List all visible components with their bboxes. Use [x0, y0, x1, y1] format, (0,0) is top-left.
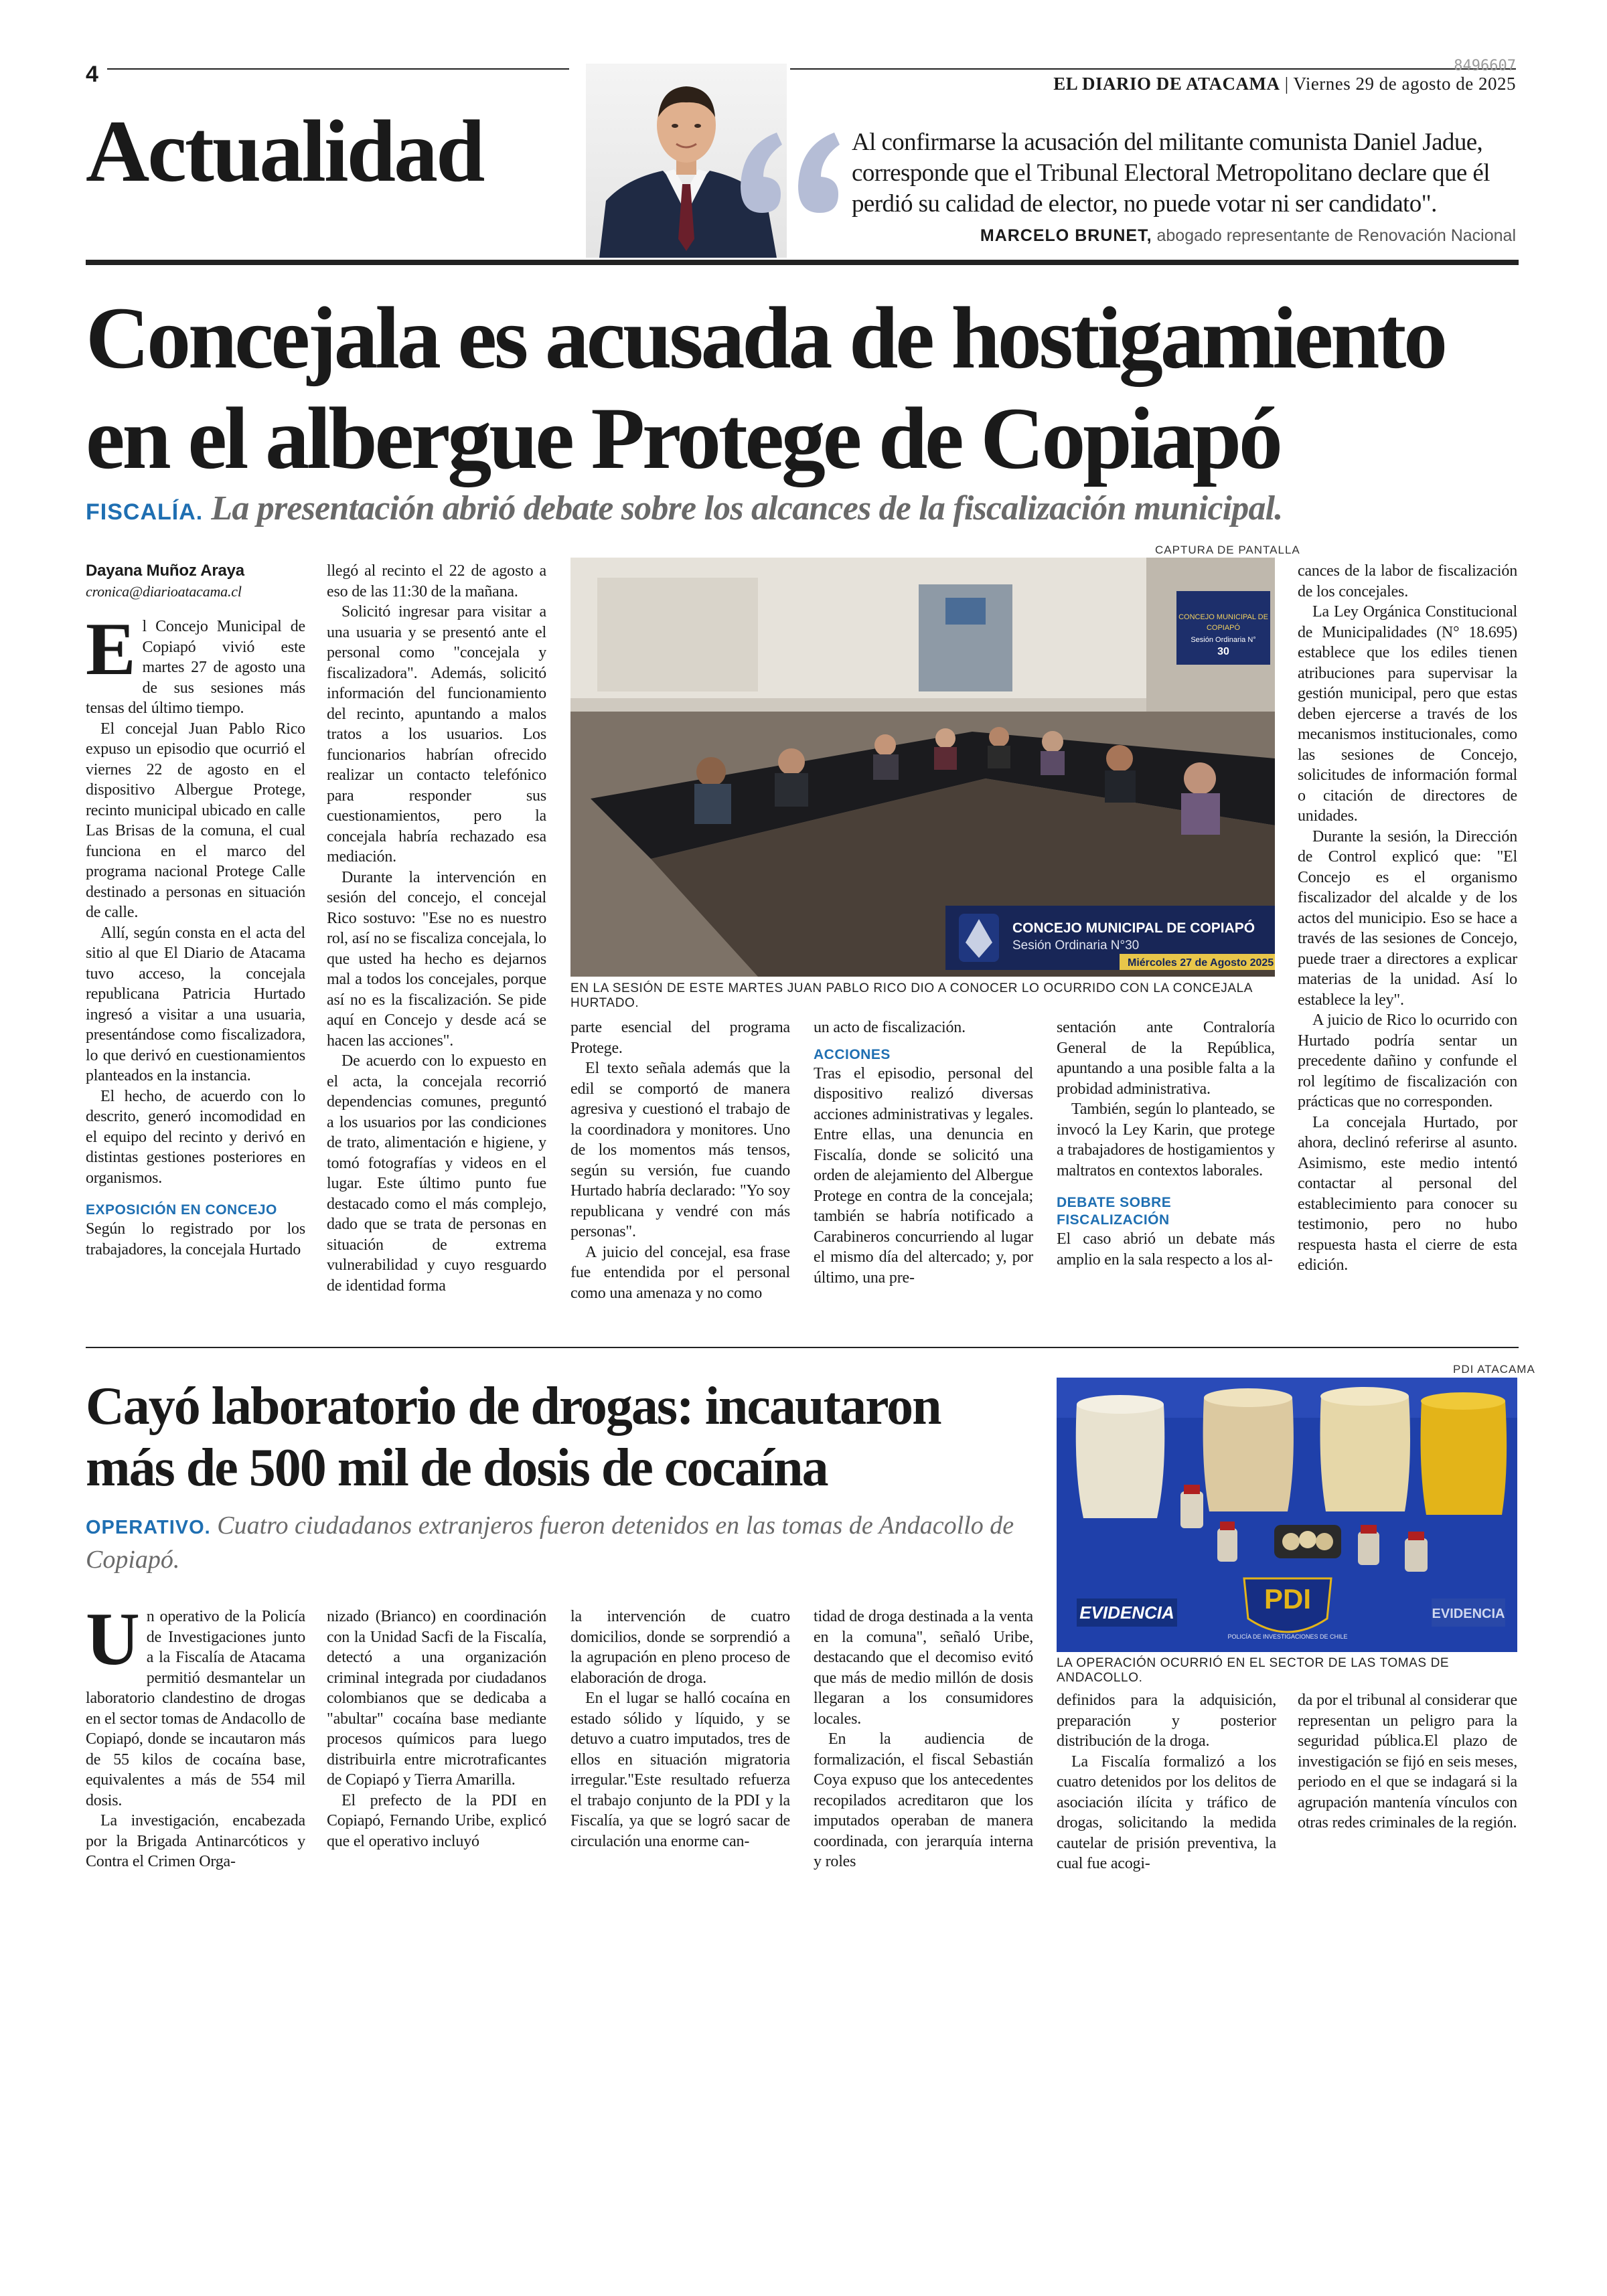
- photo1-caption: EN LA SESIÓN DE ESTE MARTES JUAN PABLO RICO DIO A CONOCER LO OCURRIDO CON LA CONCEJALA HURTADO.: [570, 981, 1253, 1010]
- screen-line-4: 30: [1217, 646, 1229, 657]
- document-id: 8496607: [1454, 58, 1516, 74]
- subheading: ACCIONES: [814, 1046, 891, 1062]
- paragraph: nizado (Brianco) en coordinación con la Unidad Sacfi de la Fiscalía, detectó a una organización criminal integrada por ciudadanos colombianos que se dedicaba a "abultar" cocaína base mediante procesos químicos para luego distribuirla entre microtraficantes de Copiapó y Tierra Amarilla.: [327, 1608, 546, 1789]
- paragraph: A juicio de Rico lo ocurrido con Hurtado podría sentar un precedente dañino y confunde el rol legítimo de fiscalización con prácticas que no corresponden.: [1298, 1011, 1517, 1111]
- article2-column-4: [814, 1607, 1033, 1872]
- paragraph: l Concejo Municipal de Copiapó vivió este martes 27 de agosto una de sus sesiones más tensas del último tiempo.: [86, 618, 305, 717]
- paragraph: definidos para la adquisición, preparación y posterior distribución de la droga.: [1057, 1692, 1276, 1750]
- pull-quote-text: Al confirmarse la acusación del militante comunista Daniel Jadue, corresponde que el Tribunal Electoral Metropolitano declare que él perdió su calidad de elector, no puede votar ni ser candidato".: [852, 129, 1490, 218]
- quote-mark-icon: [729, 119, 842, 220]
- paragraph: La investigación, encabezada por la Brigada Antinarcóticos y Contra el Crimen Orga-: [86, 1812, 305, 1870]
- publication-name: EL DIARIO DE ATACAMA: [1053, 74, 1280, 94]
- dropcap: E: [86, 608, 136, 691]
- paragraph: Tras el episodio, personal del dispositivo realizó diversas acciones administrativas y legales. Entre ellas, una denuncia en Fiscalía, donde se solicitó una orden de alejamiento del Albergue Protege en contra de la concejala; también se habría notificado a Carabineros concurriendo al lugar el mismo día del altercado; y, por último, una pre-: [814, 1064, 1033, 1287]
- article2-column-2: [327, 1607, 546, 1852]
- paragraph: La Ley Orgánica Constitucional de Municipalidades (N° 18.695) establece que los ediles tienen atribuciones para supervisar la gestión municipal, pero que estas deben ejercerse a través de los mecanismos institucionales, como las sesiones de Concejo, solicitudes de información formal o citación de directores de unidades.: [1298, 603, 1517, 825]
- paragraph: En el lugar se halló cocaína en estado sólido y líquido, y se detuvo a cuatro imputados, tres de ellos en situación migratoria irregular."Este resultado refuerza el trabajo conjunto de la PDI y la Fiscalía, ya que se logró sacar de circulación una enorme can-: [570, 1690, 790, 1850]
- article1-deck: [86, 489, 1532, 528]
- author-email[interactable]: cronica@diarioatacama.cl: [86, 582, 242, 600]
- article-divider: [86, 1347, 1519, 1348]
- paragraph: sentación ante Contraloría General de la República, apuntando a una posible falta a la probidad administrativa.: [1057, 1019, 1275, 1098]
- screen-line-2: COPIAPÓ: [1206, 624, 1241, 632]
- article2-deck-text: Cuatro ciudadanos extranjeros fueron detenidos en las tomas de Andacollo de Copiapó.: [86, 1511, 1014, 1574]
- article2-deck: [86, 1509, 1037, 1576]
- publication-date: Viernes 29 de agosto de 2025: [1293, 74, 1516, 94]
- masthead-separator: |: [1284, 74, 1294, 94]
- article2-headline: Cayó laboratorio de drogas: incautaron más de 500 mil de dosis de cocaína: [86, 1377, 941, 1497]
- paragraph: La concejala Hurtado, por ahora, declinó referirse al asunto. Asimismo, este medio intentó contactar al personal del establecimiento para conocer su testimonio, pero no hubo respuesta hasta el cierre de esta edición.: [1298, 1113, 1517, 1274]
- banner-title: CONCEJO MUNICIPAL DE COPIAPÓ: [1012, 920, 1255, 936]
- article1-column-5: [1057, 1017, 1275, 1270]
- article1-deck-text: La presentación abrió debate sobre los alcances de la fiscalización municipal.: [211, 489, 1283, 527]
- photo1-credit: CAPTURA DE PANTALLA: [1155, 544, 1300, 556]
- paragraph: Durante la intervención en sesión del concejo, el concejal Rico sostuvo: "Ese no es nuestro rol, así no se fiscaliza concejala, lo que usted ha hecho es dejarnos mal a todos los concejales, porque así no es la fiscalización. Se pide aquí en Concejo y desde acá se hacen las acciones".: [327, 868, 546, 1050]
- paragraph: El hecho, de acuerdo con lo descrito, generó incomodidad en el equipo del recinto y derivó en distintas gestiones posteriores en organismos.: [86, 1087, 305, 1187]
- paragraph: parte esencial del programa Protege.: [570, 1019, 790, 1057]
- screen-line-3: Sesión Ordinaria N°: [1191, 636, 1256, 644]
- drug-seizure-photo: [1057, 1378, 1517, 1652]
- paragraph: De acuerdo con lo expuesto en el acta, la concejala recorrió dependencias comunes, preguntó a los usuarios por las condiciones de trato, alimentación e higiene, y tomó fotografías y videos en el lugar. Este último punto fue destacado como el más complejo, dado que se trata de personas en situación de extrema vulnerabilidad y cuyo resguardo de identidad forma: [327, 1052, 546, 1295]
- paragraph: Según lo registrado por los trabajadores, la concejala Hurtado: [86, 1220, 305, 1258]
- paragraph: El caso abrió un debate más amplio en la sala respecto a los al-: [1057, 1230, 1275, 1268]
- section-divider-thick: [86, 260, 1519, 265]
- council-session-photo: [570, 558, 1275, 977]
- article2-column-5: [1057, 1690, 1276, 1874]
- paragraph: La Fiscalía formalizó a los cuatro detenidos por los delitos de asociación ilícita y tráfico de drogas, solicitando la medida cautelar de prisión preventiva, la cual fue acogi-: [1057, 1752, 1276, 1872]
- quote-author-role: abogado representante de Renovación Nacional: [1156, 226, 1516, 245]
- article2-column-6: [1298, 1690, 1517, 1833]
- pull-quote-attribution: [980, 226, 1516, 246]
- article2-column-3: [570, 1607, 790, 1852]
- subheading: FISCALIZACIÓN: [1057, 1212, 1170, 1228]
- paragraph: También, según lo planteado, se invocó la Ley Karin, que protege a trabajadores de hostigamientos y maltratos en contextos laborales.: [1057, 1100, 1275, 1179]
- pdi-logo-subtitle: POLICÍA DE INVESTIGACIONES DE CHILE: [1227, 1633, 1348, 1640]
- article1-kicker: FISCALÍA.: [86, 499, 204, 525]
- banner-session: Sesión Ordinaria N°30: [1012, 938, 1140, 953]
- paragraph: Solicitó ingresar para visitar a una usuaria y se presentó ante el personal como "concejala y fiscalizadora". Además, solicitó información del funcionamiento del recinto, apuntando a malos tratos a los usuarios. Los funcionarios habrían ofrecido realizar un contacto telefónico para responder sus cuestionamientos, pero la concejala habría rechazado esa mediación.: [327, 603, 546, 866]
- article1-column-1: [86, 561, 305, 1260]
- article1-headline: Concejala es acusada de hostigamiento en el albergue Protege de Copiapó: [86, 289, 1445, 487]
- paragraph: El concejal Juan Pablo Rico expuso un episodio que ocurrió el viernes 22 de agosto en el dispositivo Albergue Protege, recinto municipal ubicado en calle Las Brisas de la comuna, el cual funciona en el marco del programa nacional Protege Calle destinado a personas en situación de calle.: [86, 720, 305, 921]
- paragraph: la intervención de cuatro domicilios, donde se sorprendió a la agrupación en pleno proceso de elaboración de droga.: [570, 1608, 790, 1687]
- pdi-logo: PDI: [1264, 1583, 1312, 1615]
- header-rule-right: [790, 68, 1516, 70]
- subheading: EXPOSICIÓN EN CONCEJO: [86, 1202, 277, 1218]
- paragraph: tidad de droga destinada a la venta en la comuna", señaló Uribe, destacando que el decomiso evitó que más de medio millón de dosis llegaran a los consumidores locales.: [814, 1608, 1033, 1728]
- paragraph: cances de la labor de fiscalización de los concejales.: [1298, 562, 1517, 600]
- paragraph: da por el tribunal al considerar que representan un peligro para la seguridad pública.El plazo de investigación se fijó en seis meses, periodo en el que se indagará si la agrupación mantenía vínculos con otras redes criminales de la región.: [1298, 1692, 1517, 1831]
- article1-column-4: [814, 1017, 1033, 1288]
- evidence-label-left: EVIDENCIA: [1079, 1603, 1174, 1623]
- screen-line-1: CONCEJO MUNICIPAL DE: [1178, 613, 1268, 621]
- paragraph: un acto de fiscalización.: [814, 1019, 966, 1036]
- paragraph: Durante la sesión, la Dirección de Control explicó que: "El Concejo es el organismo fiscalizador del alcalde y de los actos del municipio. Eso se hace a través de las sesiones de Concejo, puede traer a directores a explicar materias de la unidad. Así lo establece la ley".: [1298, 827, 1517, 1009]
- author-name: Dayana Muñoz Araya: [86, 562, 244, 580]
- paragraph: Allí, según consta en el acta del sitio al que El Diario de Atacama tuvo acceso, la concejala republicana Patricia Hurtado ingresó a visitar a una usuaria, presentándose como fiscalizadora, lo que derivó en cuestionamientos planteados en la instancia.: [86, 924, 305, 1084]
- masthead: [1053, 74, 1516, 94]
- paragraph: En la audiencia de formalización, el fiscal Sebastián Coya expuso que los antecedentes recopilados acreditaron que los imputados operaban de manera coordinada, con jerarquía interna y roles: [814, 1730, 1033, 1870]
- paragraph: A juicio del concejal, esa frase fue entendida por el personal como una amenaza y no como: [570, 1243, 790, 1302]
- paragraph: El texto señala además que la edil se comportó de manera agresiva y cuestionó el trabajo de la coordinadora y monitores. Uno de los momentos más tensos, según su versión, fue cuando Hurtado habría declarado: "Yo soy republicana y vendré con más personas".: [570, 1060, 790, 1240]
- subheading: DEBATE SOBRE: [1057, 1195, 1172, 1210]
- header-rule-left: [107, 68, 569, 70]
- article1-column-6: [1298, 561, 1517, 1276]
- article1-column-3: [570, 1017, 790, 1303]
- paragraph: El prefecto de la PDI en Copiapó, Fernando Uribe, explicó que el operativo incluyó: [327, 1791, 546, 1850]
- quote-author-name: MARCELO BRUNET,: [980, 226, 1152, 245]
- section-title: Actualidad: [86, 102, 483, 200]
- photo2-caption: LA OPERACIÓN OCURRIÓ EN EL SECTOR DE LAS TOMAS DE ANDACOLLO.: [1057, 1656, 1450, 1685]
- article2-kicker: OPERATIVO.: [86, 1517, 211, 1538]
- paragraph: llegó al recinto el 22 de agosto a eso de las 11:30 de la mañana.: [327, 562, 546, 600]
- photo2-credit: PDI ATACAMA: [1453, 1363, 1535, 1376]
- page-number: 4: [86, 62, 98, 87]
- paragraph: n operativo de la Policía de Investigaciones junto a la Fiscalía de Atacama permitió desmantelar un laboratorio clandestino de drogas en el sector tomas de Andacollo de Copiapó, donde se incautaron más de 55 kilos de cocaína base, equivalentes a más de 554 mil dosis.: [86, 1608, 305, 1809]
- dropcap: U: [86, 1598, 140, 1681]
- article1-column-2: [327, 561, 546, 1296]
- article2-column-1: [86, 1598, 305, 1872]
- evidence-label-right: EVIDENCIA: [1432, 1607, 1505, 1621]
- banner-date: Miércoles 27 de Agosto 2025: [1128, 957, 1274, 969]
